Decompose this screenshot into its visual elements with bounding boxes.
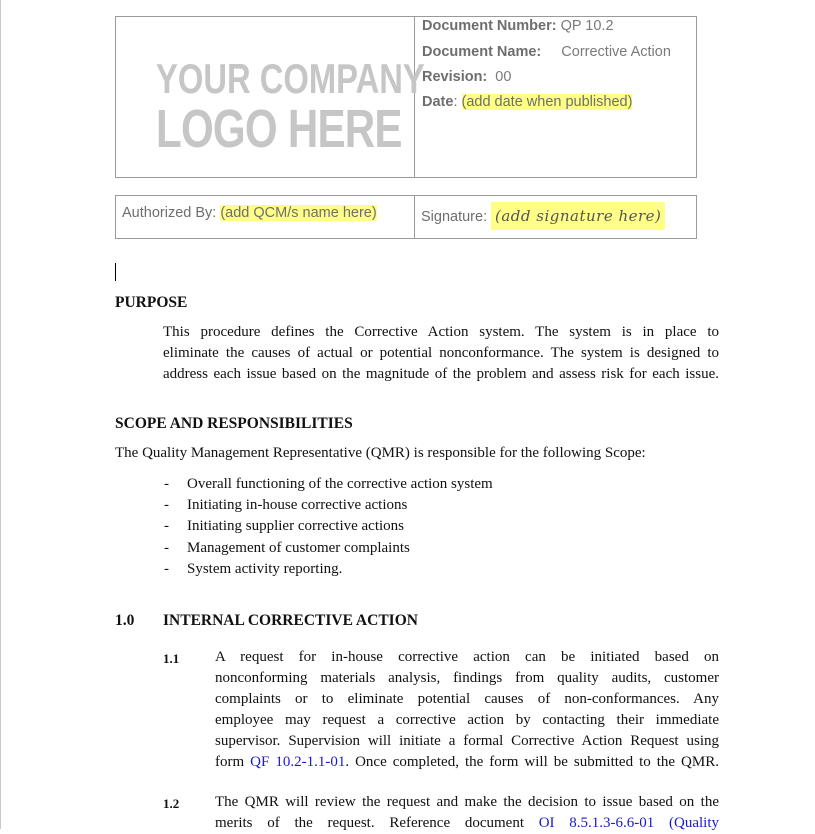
section-1-number: 1.0 [115, 612, 135, 629]
purpose-line-2: eliminate the causes of actual or potential nonconformance. The system is designed to [163, 345, 719, 361]
para-1-2 [215, 792, 719, 834]
para-1-2-number: 1.2 [163, 796, 180, 811]
page-edge [0, 0, 1, 829]
purpose-heading: PURPOSE [115, 294, 188, 311]
document-header-table [115, 16, 697, 178]
scope-item-text: Initiating in-house corrective actions [187, 497, 408, 513]
signature-label: Signature: [421, 209, 488, 225]
doc-name-row [422, 44, 671, 60]
authorization-table [115, 195, 697, 239]
scope-heading: SCOPE AND RESPONSIBILITIES [115, 415, 353, 432]
authorized-by-label: Authorized By: [122, 205, 217, 221]
revision-row [422, 69, 511, 85]
date-row: Date: (add date when published) [422, 94, 633, 110]
doc-number-row [422, 18, 614, 34]
doc-number-label: Document Number: [422, 18, 557, 34]
reference-oi-link[interactable]: OI 8.5.1.3-6.6-01 (Quality [538, 815, 719, 831]
para-1-1 [215, 647, 719, 773]
purpose-line-1: This procedure defines the Corrective Action system. The system is in place to [163, 324, 719, 340]
para-1-2-line-2 [215, 813, 719, 834]
logo-line-2: LOGO HERE [156, 99, 402, 159]
purpose-paragraph [163, 322, 719, 385]
signature-value: (add signature here) [491, 202, 665, 230]
reference-prefix: merits of the request. Reference document [215, 815, 539, 831]
para-1-1-line: complaints or to eliminate potential causes of non-conformances. Any [215, 691, 719, 707]
purpose-line-3: address each issue based on the magnitude of the problem and assess risk for each issue. [163, 366, 719, 382]
revision-value: 00 [495, 69, 512, 85]
date-value: (add date when published) [461, 94, 633, 110]
scope-intro: The Quality Management Representative (QMR) is responsible for the following Scope: [115, 445, 646, 461]
scope-item-text: Initiating supplier corrective actions [187, 518, 405, 534]
scope-item-text: System activity reporting. [187, 561, 343, 577]
authorized-by-row [122, 205, 377, 221]
doc-name-label: Document Name: [422, 44, 542, 60]
date-label: Date [422, 94, 454, 110]
para-1-1-line: nonconforming materials analysis, findings from quality audits, customer [215, 670, 719, 686]
para-1-1-number: 1.1 [163, 651, 180, 666]
para-1-1-line: employee may request a corrective action by contacting their immediate [215, 712, 719, 728]
form-suffix: . Once completed, the form will be submitted to the QMR. [345, 754, 719, 770]
doc-name-value: Corrective Action [561, 44, 671, 60]
para-1-1-line: A request for in-house corrective action can be initiated based on [215, 649, 719, 665]
logo-line-1: YOUR COMPANY [156, 55, 425, 102]
form-qf-10-2-link[interactable]: QF 10.2-1.1-01 [250, 754, 346, 770]
authorized-by-cell [116, 196, 415, 238]
para-1-1-line: supervisor. Supervision will initiate a formal Corrective Action Request using [215, 733, 719, 749]
section-1-heading: INTERNAL CORRECTIVE ACTION [163, 612, 418, 629]
revision-label: Revision: [422, 69, 488, 85]
doc-number-value: QP 10.2 [560, 18, 614, 34]
authorized-by-value: (add QCM/s name here) [220, 205, 377, 221]
para-1-1-last-line [215, 752, 719, 773]
logo-cell [116, 17, 425, 177]
text-cursor [115, 263, 116, 281]
scope-item-text: Management of customer complaints [187, 540, 410, 556]
form-prefix: form [215, 754, 251, 770]
company-logo-placeholder [156, 55, 425, 159]
scope-item-text: Overall functioning of the corrective action system [187, 476, 493, 492]
para-1-2-line: The QMR will review the request and make the decision to issue based on the [215, 794, 719, 810]
